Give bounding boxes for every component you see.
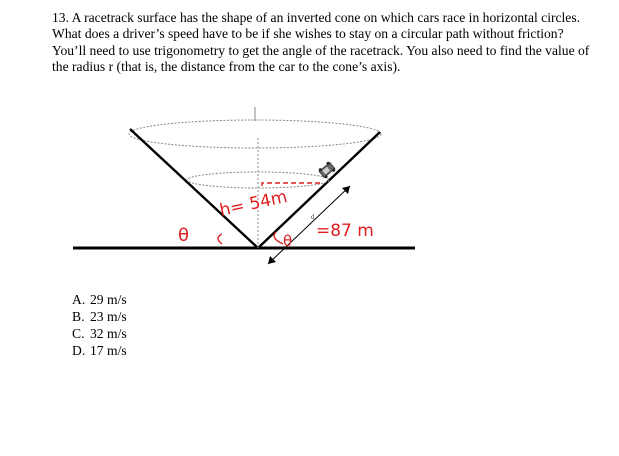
theta-outer-arc: [218, 234, 222, 244]
slant-length-label: =87 m: [316, 221, 374, 241]
choice-text: 32 m/s: [90, 326, 127, 341]
choice-a[interactable]: [72, 291, 127, 308]
cone-left-wall: [130, 129, 258, 248]
answer-choices: [72, 291, 127, 359]
choice-letter: B.: [72, 309, 85, 324]
choice-b[interactable]: [72, 308, 127, 325]
choice-letter: A.: [72, 292, 86, 307]
choice-c[interactable]: [72, 325, 127, 342]
theta-inner-label: θ: [283, 232, 293, 250]
theta-outer-label: θ: [178, 225, 190, 246]
theta-inner-arc: [274, 232, 283, 244]
choice-text: 17 m/s: [90, 343, 127, 358]
choice-letter: C.: [72, 326, 85, 341]
d-label: d: [311, 213, 315, 221]
question-text: 13. A racetrack surface has the shape of an inverted cone on which cars race in horizontal circles. What does a driver’s speed have to be if she wishes to stay on a circular path without friction? You’ll need to use trigonometry to get the angle of the racetrack. You also need to find the value of the radius r (that is, the distance from the car to the cone’s axis).: [52, 10, 590, 75]
choice-d[interactable]: [72, 342, 127, 359]
choice-text: 23 m/s: [90, 309, 127, 324]
choice-letter: D.: [72, 343, 86, 358]
cone-top-ellipse: [129, 120, 381, 148]
choice-text: 29 m/s: [90, 292, 127, 307]
height-label: h= 54m: [217, 187, 290, 221]
